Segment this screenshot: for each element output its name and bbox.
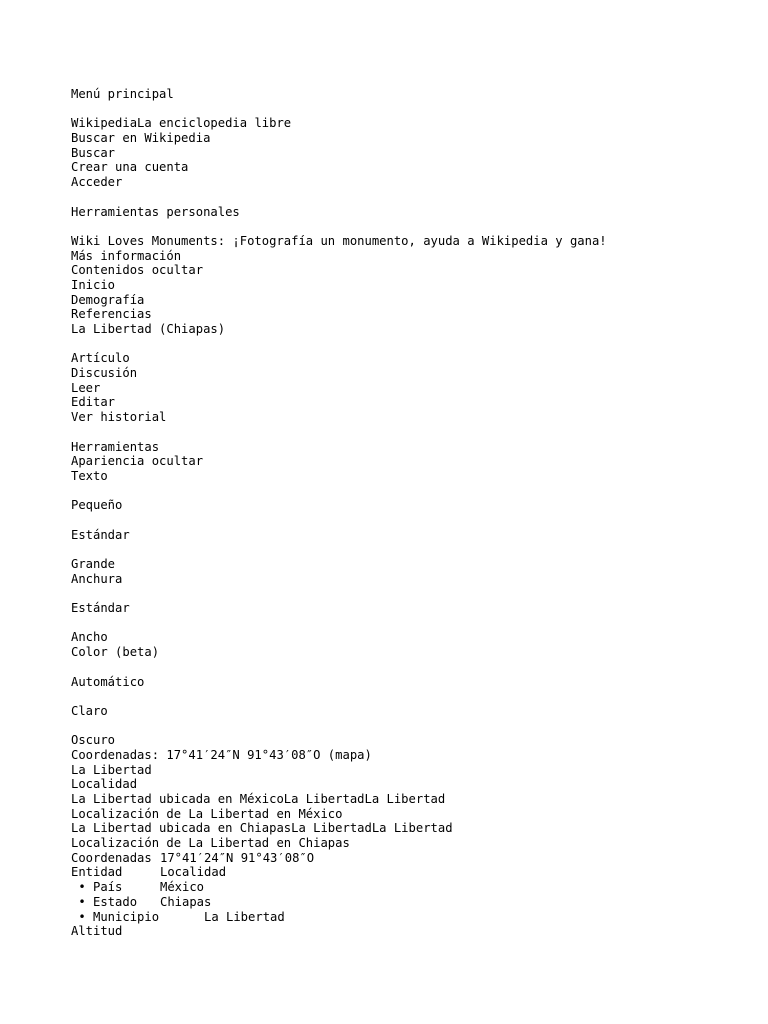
toc-item-inicio[interactable]: Inicio bbox=[71, 277, 116, 292]
search-button[interactable]: Buscar bbox=[71, 145, 116, 160]
appearance-title[interactable]: Apariencia ocultar bbox=[71, 454, 204, 469]
page-title: La Libertad (Chiapas) bbox=[71, 322, 226, 336]
login-link[interactable]: Acceder bbox=[71, 175, 123, 190]
infobox-map-mexico[interactable]: La Libertad ubicada en MéxicoLa LibertadLa Libertad bbox=[71, 792, 446, 806]
text-size-option-small[interactable]: Pequeño bbox=[71, 498, 123, 513]
main-menu-button[interactable]: Menú principal bbox=[71, 87, 174, 101]
infobox-label: Entidad bbox=[71, 865, 123, 880]
infobox-row-country bbox=[71, 880, 768, 895]
infobox-label: Altitud bbox=[71, 924, 123, 939]
infobox-coordinates-link[interactable]: 17°41′24″N 91°43′08″O bbox=[160, 850, 315, 865]
banner-text[interactable]: Wiki Loves Monuments: ¡Fotografía un monumento, ayuda a Wikipedia y gana! bbox=[71, 233, 607, 248]
logo-tagline: La enciclopedia libre bbox=[137, 116, 292, 131]
infobox-map-mexico-caption: Localización de La Libertad en México bbox=[71, 806, 343, 821]
infobox-label: • Municipio bbox=[71, 909, 160, 924]
text-size-option-large[interactable]: Grande bbox=[71, 557, 116, 571]
coordinates-link[interactable]: Coordenadas: 17°41′24″N 91°43′08″O (mapa) bbox=[71, 747, 372, 762]
width-label: Anchura bbox=[71, 571, 123, 586]
tools-button[interactable]: Herramientas bbox=[71, 439, 160, 454]
infobox-label: • Estado bbox=[71, 894, 138, 909]
banner-more-info-link[interactable]: Más información bbox=[71, 248, 182, 263]
infobox-state-link[interactable]: Chiapas bbox=[160, 894, 212, 909]
wikipedia-logo-link[interactable] bbox=[71, 116, 768, 131]
toc-item-referencias[interactable]: Referencias bbox=[71, 307, 152, 322]
infobox-entity-link[interactable]: Localidad bbox=[160, 865, 227, 880]
infobox-subtitle: Localidad bbox=[71, 777, 138, 792]
infobox-row-altitude bbox=[71, 924, 768, 939]
width-option-standard[interactable]: Estándar bbox=[71, 601, 130, 616]
infobox-map-chiapas[interactable]: La Libertad ubicada en ChiapasLa LibertadLa Libertad bbox=[71, 821, 453, 836]
search-input[interactable]: Buscar en Wikipedia bbox=[71, 131, 211, 146]
color-option-automatic[interactable]: Automático bbox=[71, 674, 145, 689]
create-account-link[interactable]: Crear una cuenta bbox=[71, 160, 189, 175]
infobox-title: La Libertad bbox=[71, 762, 152, 777]
tab-edit[interactable]: Editar bbox=[71, 395, 116, 410]
color-option-light[interactable]: Claro bbox=[71, 703, 108, 718]
infobox-country-link[interactable]: México bbox=[160, 880, 205, 895]
tab-history[interactable]: Ver historial bbox=[71, 410, 167, 425]
color-label: Color (beta) bbox=[71, 645, 160, 660]
logo-wordmark: Wikipedia bbox=[71, 116, 138, 131]
infobox-row-municipality bbox=[71, 910, 768, 925]
infobox-row-coordinates bbox=[71, 851, 768, 866]
text-size-label: Texto bbox=[71, 468, 108, 483]
width-option-wide[interactable]: Ancho bbox=[71, 630, 108, 645]
toc-item-demografia[interactable]: Demografía bbox=[71, 292, 145, 307]
infobox-label: Coordenadas bbox=[71, 850, 152, 865]
page-content bbox=[71, 87, 768, 939]
infobox-row-entity bbox=[71, 865, 768, 880]
infobox-label: • País bbox=[71, 880, 123, 895]
infobox-municipality-link[interactable]: La Libertad bbox=[204, 909, 285, 924]
tab-talk[interactable]: Discusión bbox=[71, 366, 138, 381]
personal-tools-button[interactable]: Herramientas personales bbox=[71, 204, 240, 219]
infobox-map-chiapas-caption: Localización de La Libertad en Chiapas bbox=[71, 836, 350, 851]
text-size-option-standard[interactable]: Estándar bbox=[71, 527, 130, 542]
color-option-dark[interactable]: Oscuro bbox=[71, 733, 116, 748]
infobox-row-state bbox=[71, 895, 768, 910]
toc-title[interactable]: Contenidos ocultar bbox=[71, 263, 204, 278]
tab-article[interactable]: Artículo bbox=[71, 351, 130, 366]
tab-read[interactable]: Leer bbox=[71, 380, 101, 395]
